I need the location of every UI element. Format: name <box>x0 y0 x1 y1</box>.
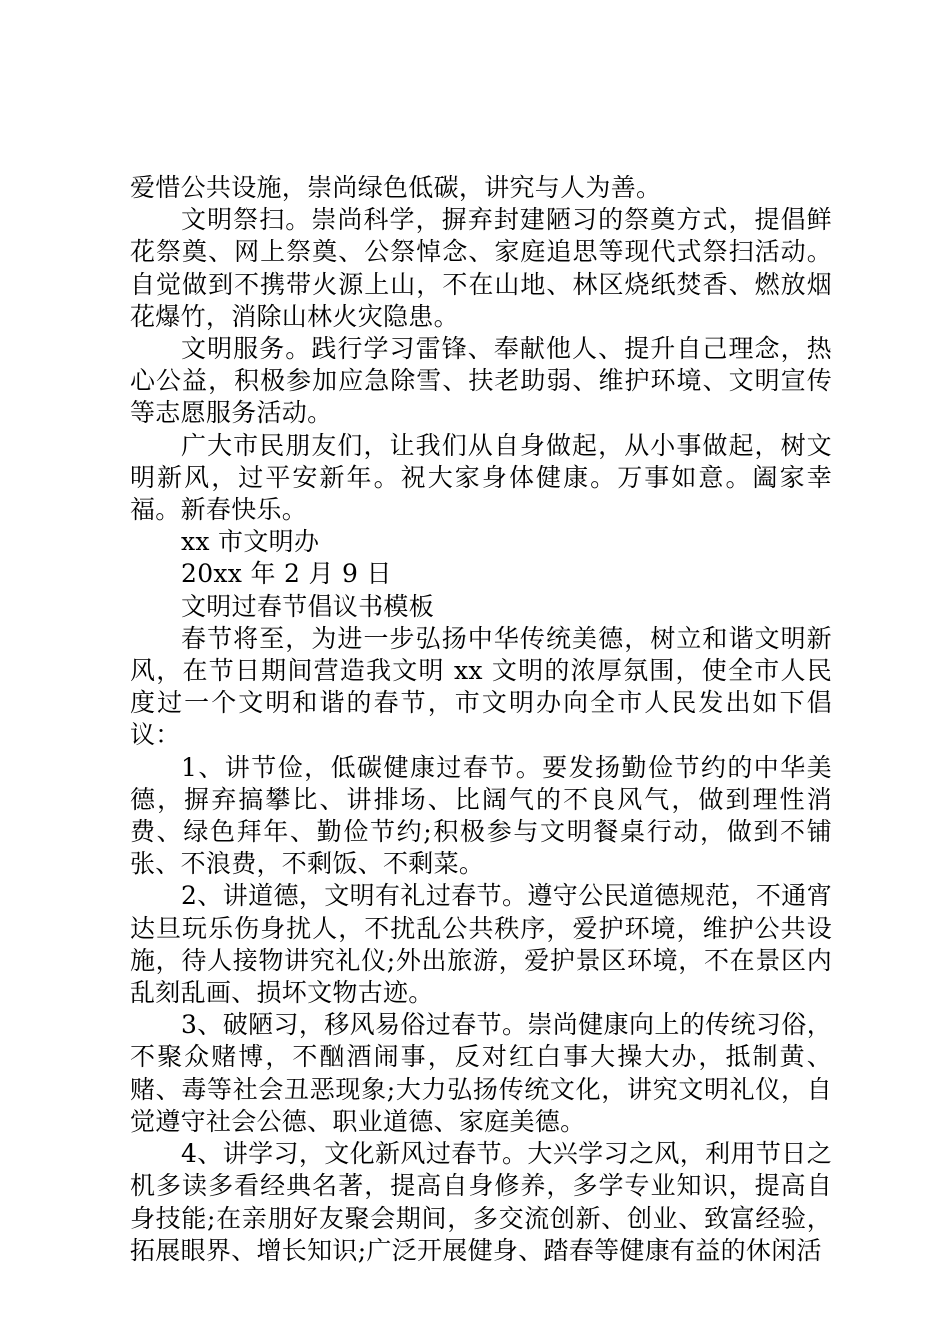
signature-date: 20xx 年 2 月 9 日 <box>181 559 392 589</box>
paragraph-item-4: 4、讲学习，文化新风过春节。大兴学习之风，利用节日之机多读多看经典名著，提高自身修养，多学专业知识，提高自身技能;在亲朋好友聚会期间，多交流创新、创业、致富经验，拓展眼界、增长知识;广泛开展健身、踏春等健康有益的休闲活 <box>130 1139 832 1265</box>
paragraph-intro: 春节将至，为进一步弘扬中华传统美德，树立和谐文明新风，在节日期间营造我文明 xx 文明的浓厚氛围，使全市人民度过一个文明和谐的春节，市文明办向全市人民发出如下倡议： <box>130 623 832 750</box>
paragraph-civilized-service: 文明服务。践行学习雷锋、奉献他人、提升自己理念，热心公益，积极参加应急除雪、扶老助弱、维护环境、文明宣传等志愿服务活动。 <box>130 334 832 428</box>
signature-office: xx 市文明办 <box>181 527 320 557</box>
section-title: 文明过春节倡议书模板 <box>181 591 435 621</box>
paragraph-civilized-tomb-sweeping: 文明祭扫。崇尚科学，摒弃封建陋习的祭奠方式，提倡鲜花祭奠、网上祭奠、公祭悼念、家庭追思等现代式祭扫活动。自觉做到不携带火源上山，不在山地、林区烧纸焚香、燃放烟花爆竹，消除山林火灾隐患。 <box>130 205 832 331</box>
paragraph-item-3: 3、破陋习，移风易俗过春节。崇尚健康向上的传统习俗，不聚众赌博，不酗酒闹事，反对红白事大操大办，抵制黄、赌、毒等社会丑恶现象;大力弘扬传统文化，讲究文明礼仪，自觉遵守社会公德、职业道德、家庭美德。 <box>130 1010 832 1136</box>
paragraph-closing-wishes: 广大市民朋友们，让我们从自身做起，从小事做起，树文明新风，过平安新年。祝大家身体健康。万事如意。阖家幸福。新春快乐。 <box>130 430 832 525</box>
document-page <box>130 172 832 1267</box>
paragraph-1: 爱惜公共设施，崇尚绿色低碳，讲究与人为善。 <box>130 173 662 202</box>
paragraph-item-1: 1、讲节俭，低碳健康过春节。要发扬勤俭节约的中华美德，摒弃搞攀比、讲排场、比阔气的不良风气，做到理性消费、绿色拜年、勤俭节约;积极参与文明餐桌行动，做到不铺张、不浪费，不剩饭、不剩菜。 <box>130 752 832 879</box>
paragraph-item-2: 2、讲道德，文明有礼过春节。遵守公民道德规范，不通宵达旦玩乐伤身扰人，不扰乱公共秩序，爱护环境，维护公共设施，待人接物讲究礼仪;外出旅游，爱护景区环境，不在景区内乱刻乱画、损坏文物古迹。 <box>130 881 832 1008</box>
